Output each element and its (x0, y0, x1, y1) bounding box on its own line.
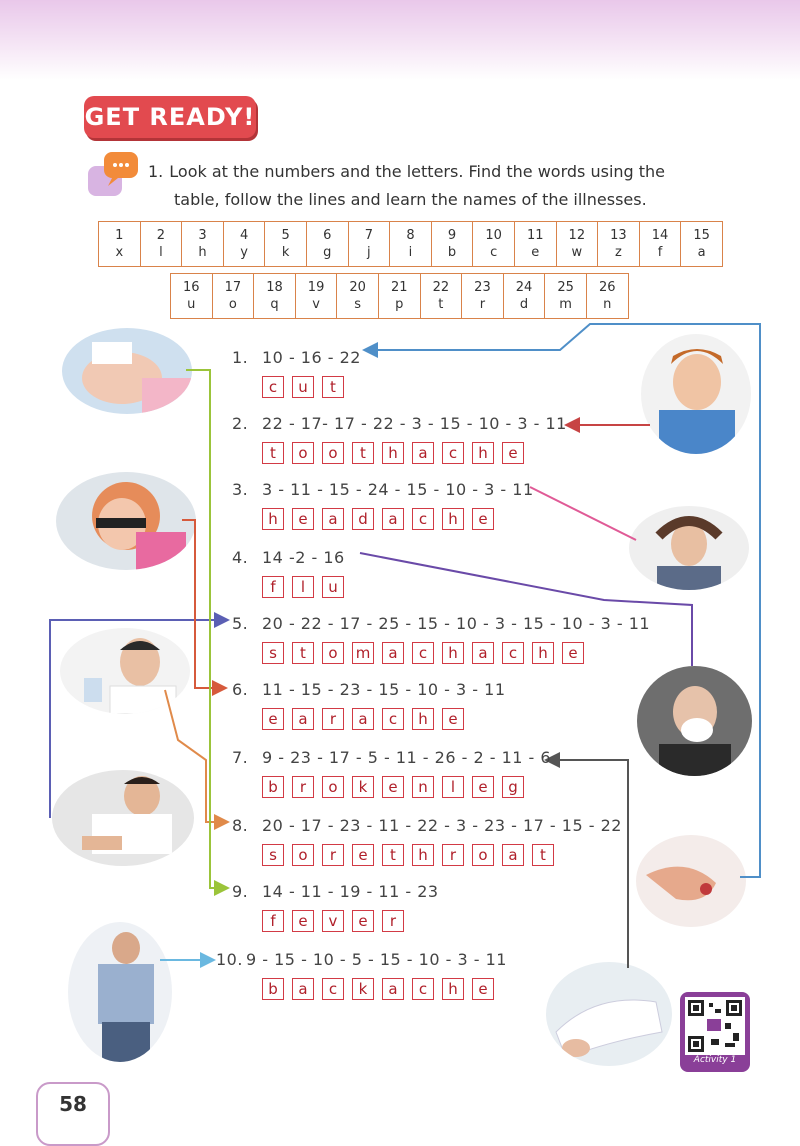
letter-box: f (262, 910, 284, 932)
answer-boxes (262, 776, 524, 798)
key-number: 9 (447, 228, 457, 243)
letter-box: e (472, 508, 494, 530)
key-cell (462, 274, 504, 319)
answer-boxes (262, 978, 494, 1000)
item-number: 2. (232, 414, 249, 433)
letter-box: u (292, 376, 314, 398)
key-letter: b (447, 245, 457, 260)
letter-box: f (262, 576, 284, 598)
letter-box: c (322, 978, 344, 1000)
key-number: 22 (432, 280, 450, 295)
top-color-band (0, 0, 800, 80)
number-sequence: 10 - 16 - 22 (262, 348, 361, 367)
key-cell (99, 222, 141, 267)
key-letter: d (519, 297, 529, 312)
letter-box: a (502, 844, 524, 866)
letter-box: l (442, 776, 464, 798)
key-letter: r (479, 297, 486, 312)
key-number: 24 (515, 280, 533, 295)
key-cell (182, 222, 224, 267)
letter-box: a (322, 508, 344, 530)
key-cell (254, 274, 296, 319)
key-letter: a (697, 245, 706, 260)
key-letter: m (559, 297, 572, 312)
instruction-text (148, 158, 748, 214)
key-letter: j (367, 245, 371, 260)
qr-code-card[interactable] (680, 992, 750, 1072)
letter-box: a (412, 442, 434, 464)
key-number: 11 (526, 228, 544, 243)
letter-box: k (352, 978, 374, 1000)
photo-broken-leg (546, 962, 672, 1066)
answer-boxes (262, 376, 344, 398)
key-letter: c (490, 245, 498, 260)
key-cell (556, 222, 598, 267)
letter-box: s (262, 642, 284, 664)
letter-box: a (352, 708, 374, 730)
key-number: 26 (598, 280, 616, 295)
key-number: 8 (406, 228, 415, 243)
key-letter: x (115, 245, 124, 260)
item-number: 1. (232, 348, 249, 367)
letter-box: a (382, 508, 404, 530)
letter-box: c (262, 376, 284, 398)
key-letter: t (438, 297, 444, 312)
letter-box: h (442, 508, 464, 530)
key-cell (420, 274, 462, 319)
photo-fever-child (62, 328, 192, 414)
key-letter: k (281, 245, 290, 260)
letter-box: e (442, 708, 464, 730)
key-number: 18 (266, 280, 283, 295)
photo-toothache-boy (641, 334, 751, 454)
item-number: 5. (232, 614, 249, 633)
key-letter: z (615, 245, 622, 260)
key-number: 3 (198, 228, 207, 243)
letter-box: h (532, 642, 554, 664)
item-code (232, 816, 622, 835)
letter-box: r (382, 910, 404, 932)
key-number: 12 (568, 228, 586, 243)
number-sequence: 14 -2 - 16 (262, 548, 345, 567)
key-number: 13 (610, 228, 627, 243)
key-cell (295, 274, 337, 319)
item-code (232, 614, 650, 633)
key-cell (140, 222, 182, 267)
photo-backache-man (68, 922, 172, 1062)
letter-box: b (262, 978, 284, 1000)
letter-box: t (382, 844, 404, 866)
key-letter: n (603, 297, 612, 312)
number-sequence: 9 - 15 - 10 - 5 - 15 - 10 - 3 - 11 (246, 950, 507, 969)
item-code (232, 348, 361, 367)
get-ready-badge: GET READY! (84, 96, 256, 138)
answer-boxes (262, 508, 494, 530)
key-number: 7 (364, 228, 373, 243)
key-number: 1 (115, 228, 124, 243)
letter-box: e (292, 910, 314, 932)
key-number: 15 (693, 228, 710, 243)
item-number: 4. (232, 548, 249, 567)
key-letter: v (312, 297, 320, 312)
letter-box: a (472, 642, 494, 664)
key-cell (545, 274, 587, 319)
key-letter: p (395, 297, 404, 312)
photo-headache-woman (629, 506, 749, 590)
letter-box: h (412, 708, 434, 730)
letter-box: r (322, 844, 344, 866)
key-letter: i (408, 245, 413, 260)
letter-box: h (262, 508, 284, 530)
item-code (232, 548, 345, 567)
item-code (232, 680, 506, 699)
key-cell (223, 222, 265, 267)
letter-box: d (352, 508, 374, 530)
key-letter: u (187, 297, 196, 312)
key-number: 5 (281, 228, 290, 243)
letter-box: r (292, 776, 314, 798)
item-code (216, 950, 507, 969)
key-letter: l (159, 245, 163, 260)
photo-earache-girl (56, 472, 196, 570)
key-letter: s (354, 297, 362, 312)
key-cell (639, 222, 681, 267)
key-letter: w (571, 245, 583, 260)
key-number: 20 (349, 280, 366, 295)
letter-box: e (562, 642, 584, 664)
speech-bubble-icon (86, 150, 142, 202)
letter-box: e (472, 776, 494, 798)
key-number: 21 (390, 280, 408, 295)
letter-box: a (382, 642, 404, 664)
letter-box: r (322, 708, 344, 730)
photo-cut-finger (636, 835, 746, 927)
letter-box: t (532, 844, 554, 866)
number-sequence: 11 - 15 - 23 - 15 - 10 - 3 - 11 (262, 680, 506, 699)
letter-box: a (292, 708, 314, 730)
key-number: 10 (485, 228, 502, 243)
letter-box: t (262, 442, 284, 464)
letter-box: h (442, 978, 464, 1000)
letter-box: o (472, 844, 494, 866)
letter-box: o (322, 642, 344, 664)
letter-box: t (322, 376, 344, 398)
key-letter: e (531, 245, 540, 260)
letter-box: c (502, 642, 524, 664)
key-letter: o (228, 297, 237, 312)
letter-box: t (352, 442, 374, 464)
answer-boxes (262, 910, 404, 932)
photo-flu-woman (637, 666, 752, 776)
letter-box: h (412, 844, 434, 866)
letter-box: c (412, 978, 434, 1000)
letter-box: c (382, 708, 404, 730)
item-code (232, 480, 534, 499)
letter-key-table-row-1 (98, 221, 723, 267)
key-number: 17 (224, 280, 242, 295)
key-cell (265, 222, 307, 267)
letter-box: v (322, 910, 344, 932)
letter-box: e (262, 708, 284, 730)
key-cell (503, 274, 545, 319)
key-cell (681, 222, 723, 267)
photo-stomachache-man (52, 770, 194, 866)
key-number: 6 (323, 228, 332, 243)
letter-box: c (442, 442, 464, 464)
item-code (232, 882, 439, 901)
key-cell (306, 222, 348, 267)
key-cell (586, 274, 628, 319)
letter-box: o (322, 442, 344, 464)
letter-box: h (472, 442, 494, 464)
instruction-line-2: table, follow the lines and learn the names of the illnesses. (174, 190, 647, 209)
key-number: 19 (307, 280, 325, 295)
letter-box: u (322, 576, 344, 598)
key-letter: q (270, 297, 279, 312)
photo-sore-throat-man (60, 628, 190, 714)
letter-box: o (292, 442, 314, 464)
answer-boxes (262, 442, 524, 464)
item-number: 8. (232, 816, 249, 835)
letter-box: m (352, 642, 374, 664)
key-letter: h (198, 245, 207, 260)
number-sequence: 20 - 17 - 23 - 11 - 22 - 3 - 23 - 17 - 15 - 22 (262, 816, 622, 835)
key-number: 2 (156, 228, 166, 243)
qr-activity-label: Activity 1 (693, 1055, 737, 1065)
key-number: 23 (474, 280, 491, 295)
key-number: 4 (239, 228, 249, 243)
item-number: 10. (216, 950, 243, 969)
number-sequence: 22 - 17- 17 - 22 - 3 - 15 - 10 - 3 - 11 (262, 414, 567, 433)
key-number: 25 (557, 280, 574, 295)
number-sequence: 20 - 22 - 17 - 25 - 15 - 10 - 3 - 15 - 10 - 3 - 11 (262, 614, 651, 633)
letter-box: a (292, 978, 314, 1000)
letter-box: n (412, 776, 434, 798)
key-letter: y (240, 245, 248, 260)
letter-box: a (382, 978, 404, 1000)
letter-box: s (262, 844, 284, 866)
letter-box: e (352, 844, 374, 866)
letter-box: o (322, 776, 344, 798)
item-code (232, 414, 567, 433)
item-number: 6. (232, 680, 249, 699)
item-number: 9. (232, 882, 249, 901)
instruction-line-1: Look at the numbers and the letters. Find the words using the (169, 162, 666, 181)
key-letter: f (657, 245, 663, 260)
key-cell (431, 222, 473, 267)
number-sequence: 9 - 23 - 17 - 5 - 11 - 26 - 2 - 11 - 6 (262, 748, 552, 767)
item-code (232, 748, 551, 767)
letter-box: e (382, 776, 404, 798)
answer-boxes (262, 642, 584, 664)
item-number: 3. (232, 480, 249, 499)
letter-box: l (292, 576, 314, 598)
letter-box: h (382, 442, 404, 464)
letter-box: g (502, 776, 524, 798)
key-cell (337, 274, 379, 319)
letter-box: k (352, 776, 374, 798)
letter-box: e (472, 978, 494, 1000)
letter-box: t (292, 642, 314, 664)
letter-box: b (262, 776, 284, 798)
answer-boxes (262, 708, 464, 730)
key-cell (378, 274, 420, 319)
answer-boxes (262, 844, 554, 866)
letter-box: c (412, 642, 434, 664)
key-cell (514, 222, 556, 267)
key-number: 16 (183, 280, 200, 295)
number-sequence: 3 - 11 - 15 - 24 - 15 - 10 - 3 - 11 (262, 480, 534, 499)
letter-box: r (442, 844, 464, 866)
letter-box: h (442, 642, 464, 664)
key-letter: g (323, 245, 332, 260)
exercise-number: 1. (148, 162, 164, 181)
number-sequence: 14 - 11 - 19 - 11 - 23 (262, 882, 439, 901)
page-number: 58 (59, 1092, 87, 1116)
letter-box: e (502, 442, 524, 464)
qr-code-icon (685, 997, 745, 1055)
key-cell (171, 274, 213, 319)
item-number: 7. (232, 748, 249, 767)
key-cell (598, 222, 640, 267)
key-cell (390, 222, 432, 267)
key-cell (473, 222, 515, 267)
letter-box: c (412, 508, 434, 530)
letter-box: e (292, 508, 314, 530)
answer-boxes (262, 576, 344, 598)
key-number: 14 (651, 228, 669, 243)
key-cell (348, 222, 390, 267)
key-cell (212, 274, 254, 319)
letter-key-table-row-2 (170, 273, 629, 319)
letter-box: o (292, 844, 314, 866)
letter-box: e (352, 910, 374, 932)
